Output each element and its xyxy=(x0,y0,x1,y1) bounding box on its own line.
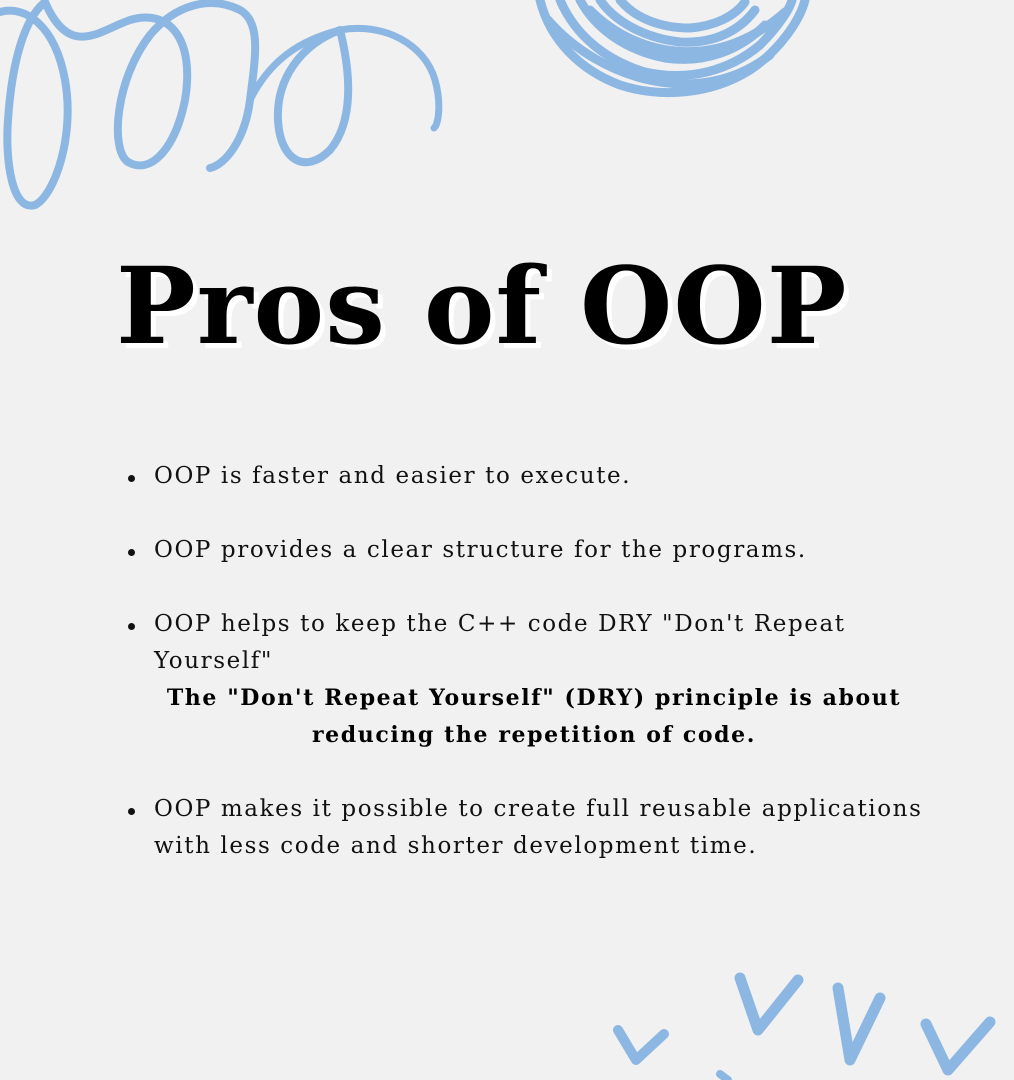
checkmark-icon xyxy=(838,988,880,1060)
scribble-loops xyxy=(0,2,68,206)
scribble-loops xyxy=(278,30,348,162)
list-item-text: OOP makes it possible to create full reusable applications with less code and shorter development time. xyxy=(154,796,923,859)
checkmark-icon xyxy=(618,1030,664,1060)
bullet-icon xyxy=(128,549,135,556)
list-item xyxy=(154,458,934,495)
scribble-blob xyxy=(540,0,805,93)
scribble-loops xyxy=(45,2,255,168)
list-item-text: OOP helps to keep the C++ code DRY "Don't Repeat Yourself" xyxy=(154,611,846,674)
checkmark-icon xyxy=(740,978,798,1030)
page-title: Pros of OOP xyxy=(116,243,848,368)
bullet-icon xyxy=(128,808,135,815)
checkmark-icon xyxy=(926,1022,990,1070)
list-item-text: OOP provides a clear structure for the programs. xyxy=(154,537,807,563)
list-item xyxy=(154,791,934,865)
list-item-text: OOP is faster and easier to execute. xyxy=(154,463,632,489)
list-item xyxy=(154,532,934,569)
dry-principle-note: The "Don't Repeat Yourself" (DRY) principle is about reducing the repetition of code. xyxy=(166,685,902,748)
pros-list xyxy=(154,458,934,902)
bullet-icon xyxy=(128,623,135,630)
bullet-icon xyxy=(128,475,135,482)
checkmark-icon xyxy=(720,1074,728,1080)
scribble-loops xyxy=(250,28,439,128)
list-item xyxy=(154,606,934,754)
